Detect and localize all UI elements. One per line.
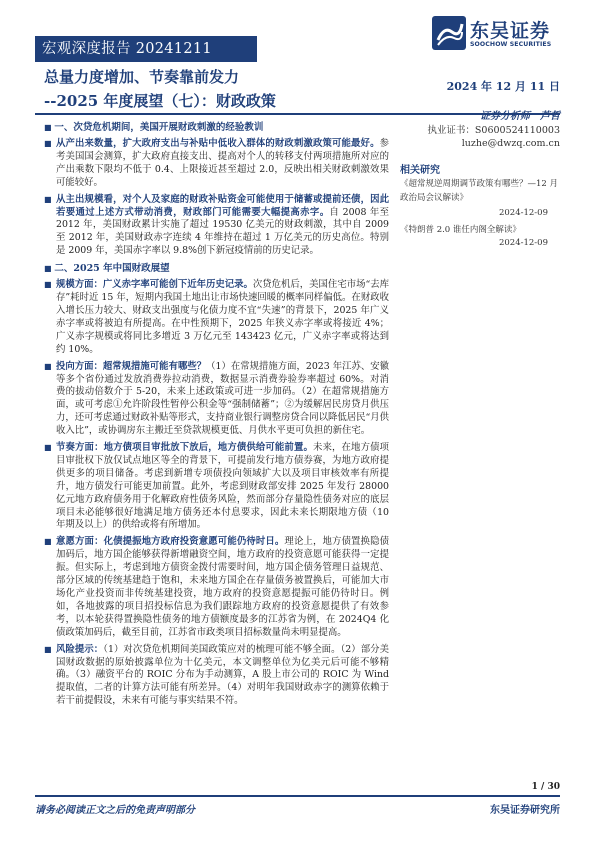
paragraph-body: 理论上，地方债置换隐债加码后，地方国企能够获得新增融资空间，地方政府的投资意愿可能获得一定提振。但实际上，考虑到地方债资金拨付需要时间，地方国企债务管理日益规范、部分区域的传统基建趋于饱和，未来地方国企在存量债务被置换后，可能加大市场化产业投资而非传统基建投资，地方政府的投资意愿提振可能仍待时日。例如，各地披露的项目招投标信息为我们跟踪地方政府的投资意愿提供了有效参考，以本轮获得置换隐性债务的地方债额度最多的江苏省为例，在 2024Q4 化债政策加码后，截至目前，江苏省市政类项目招标数量尚未明显提高。 <box>56 536 389 638</box>
summary-paragraph <box>44 194 389 259</box>
report-summary <box>44 121 389 712</box>
footer-rule <box>35 795 560 797</box>
research-institute-name: 东吴证券研究所 <box>490 805 560 816</box>
related-research-item[interactable]: 《特朗普 2.0 谁任内阁全解读》 <box>400 225 521 235</box>
soochow-logo-icon <box>432 16 466 50</box>
summary-paragraph <box>44 644 389 709</box>
paragraph-body: （1）在常规措施方面，2023 年江苏、安徽等多个省份通过发放消费券拉动消费，数据显示消费券验券率超过 60%。对消费的拔动倍数介于 5-20，未来上述政策或可进一步加码。（2）在超常规措施方面，或可考虑①允许阶段性暂停公积金等“强制储蓄”；②为缓解居民房贷月供压力，还可考虑通过财政补贴等形式，支持商业银行调整房贷合同以降低居民“月供收入比”，或协调房东主搬迁至贷款规模更低、月供水平更可负担的新住宅。 <box>56 360 389 437</box>
summary-paragraph <box>44 361 389 438</box>
summary-paragraph <box>44 536 389 639</box>
paragraph-lead: 意愿方面：化债提振地方政府投资意愿可能仍待时日。 <box>56 536 285 548</box>
summary-paragraph <box>44 279 389 356</box>
company-logo <box>432 14 562 58</box>
report-type-banner: 宏观深度报告 20241211 <box>35 36 257 62</box>
paragraph-lead: 规模方面：广义赤字率可能创下近年历史记录。 <box>56 279 253 291</box>
related-research-date: 2024-12-09 <box>498 238 548 248</box>
paragraph-body: 次贷危机后，美国住宅市场“去库存”耗时近 15 年，短期内我国土地出让市场快速回暖的概率同样偏低。在财政收入增长压力较大、财政支出强度与化债力度不宜“失速”的背景下，2025 年广义赤字率或将被迫有所提高。在中性预期下，2025 年狭义赤字率或将接近 4%；广义赤字规模或将同比多增近 3 万亿元至 143423 亿元，广义赤字率或将达到约 10%。 <box>56 279 389 355</box>
paragraph-lead: 节奏方面：地方债项目审批放下放后，地方债供给可能前置。 <box>56 442 313 454</box>
related-research-item[interactable]: 《超常规逆周期调节政策有哪些？—12 月政治局会议解读》 <box>400 179 559 203</box>
paragraph-body: （1）对次贷危机期间美国政策应对的梳理可能不够全面。（2）部分美国财政数据的原始披露单位为十亿美元，本文调整单位为亿美元后可能不够精确。（3）融资平台的 ROIC 分布为手动测算，A 股上市公司的 ROIC 为 Wind 提取值，二者的计算方法可能有所差异。（4）对明年我国财政赤字的测算依赖于若干前提假设，未来有可能与事实结果不符。 <box>56 643 389 707</box>
related-research-date: 2024-12-09 <box>498 208 548 218</box>
analyst-license: 执业证书：S0600524110003 <box>427 125 560 136</box>
analyst-name: 证券分析师 芦哲 <box>480 111 560 122</box>
page-number: 1 / 30 <box>531 782 560 792</box>
logo-chinese-name: 东吴证券 <box>470 20 551 42</box>
disclaimer-note[interactable]: 请务必阅读正文之后的免责声明部分 <box>35 805 195 816</box>
paragraph-lead: 风险提示： <box>56 643 104 655</box>
report-title-line-1: 总量力度增加、节奏靠前发力 <box>44 68 240 86</box>
paragraph-lead: 从产出来数量，扩大政府支出与补贴中低收入群体的财政刺激政策可能最好。 <box>56 138 380 149</box>
logo-english-name: SOOCHOW SECURITIES <box>470 41 552 48</box>
section-heading: ■ 一、次贷危机期间，美国开展财政刺激的经验教训 <box>44 121 389 134</box>
report-title-line-2: --2025 年度展望（七）：财政政策 <box>44 92 276 110</box>
paragraph-lead: 投向方面：超常规措施可能有哪些？ <box>56 360 207 372</box>
section-heading: ■ 二、2025 年中国财政展望 <box>44 262 389 275</box>
summary-paragraph <box>44 138 389 190</box>
analyst-email[interactable]: luzhe@dwzq.com.cn <box>461 138 560 149</box>
summary-paragraph <box>44 442 389 532</box>
report-date: 2024 年 12 月 11 日 <box>446 80 560 93</box>
paragraph-body: 参考美国国会测算，扩大政府直接支出、提高对个人的转移支付两项措施所对应的产出乘数下限均不低于 0.4、上限接近甚至超过 2.0，反映出相关财政刺激效果可能较好。 <box>56 138 389 188</box>
paragraph-body: 自 2008 年至 2012 年，美国财政累计实施了超过 19530 亿美元的财政刺激，其中自 2009 至 2012 年，美国财政赤字连续 4 年维持在超过 1 万亿美元的历史高位。特别是 2009 年，美国赤字率以 9.8%创下新冠疫情前的历史记录。 <box>56 206 389 257</box>
paragraph-body: 未来，在地方债项目审批权下放仅试点地区等全的背景下，可提前发行地方债券赛，为地方政府提供更多的项目储备。考虑到新增专项债投向领域扩大以及项目审核效率有所提升，地方债发行可能更加前置。此外，考虑到财政部安排 2025 年发行 28000 亿元地方政府债务用于化解政府性债务风险，然而部分存量隐性债务对应的底层项目未必能够很好地满足地方债务还本付息要求，因此未来长期限地方债（10 年期及以上）的供给或将有所增加。 <box>56 442 389 531</box>
related-research-heading: 相关研究 <box>400 165 440 176</box>
paragraph-lead: 从主出规模看，对个人及家庭的财政补贴资金可能使用于储蓄或提前还债，因此若要通过上述方式带动消费，财政部门可能需要大幅提高赤字。 <box>56 193 389 218</box>
